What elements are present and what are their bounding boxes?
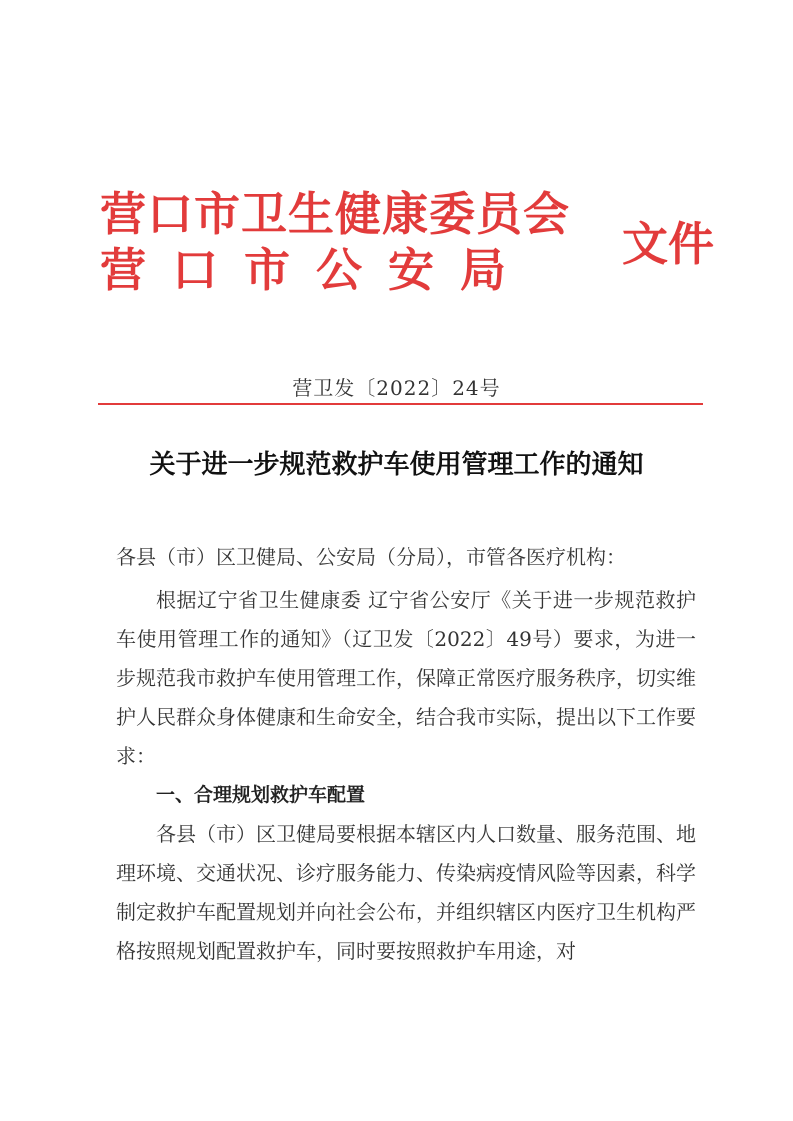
- salutation: 各县（市）区卫健局、公安局（分局），市管各医疗机构：: [116, 545, 626, 569]
- document-title: 关于进一步规范救护车使用管理工作的通知: [149, 450, 644, 480]
- document-type-label: 文件: [622, 217, 714, 271]
- paragraph-section-1: 各县（市）区卫健局要根据本辖区内人口数量、服务范围、地理环境、交通状况、诊疗服务能力、传染病疫情风险等因素，科学制定救护车配置规划并向社会公布，并组织辖区内医疗卫生机构严格按照规划配置救护车，同时要按照救护车用途，对: [116, 822, 696, 963]
- header-divider: [98, 403, 703, 405]
- issuer-public-security-bureau: 营口市公安局: [100, 243, 532, 297]
- document-body: [116, 538, 696, 971]
- document-number: 营卫发〔2022〕24号: [292, 376, 501, 400]
- issuer-health-commission: 营口市卫生健康委员会: [100, 187, 570, 241]
- document-header: [100, 187, 714, 308]
- section-heading-1: 一、合理规划救护车配置: [156, 784, 366, 806]
- paragraph-intro: 根据辽宁省卫生健康委 辽宁省公安厅《关于进一步规范救护车使用管理工作的通知》（辽卫发〔2022〕49号）要求，为进一步规范我市救护车使用管理工作，保障正常医疗服务秩序，切实维护人民群众身体健康和生命安全，结合我市实际，提出以下工作要求：: [116, 588, 696, 768]
